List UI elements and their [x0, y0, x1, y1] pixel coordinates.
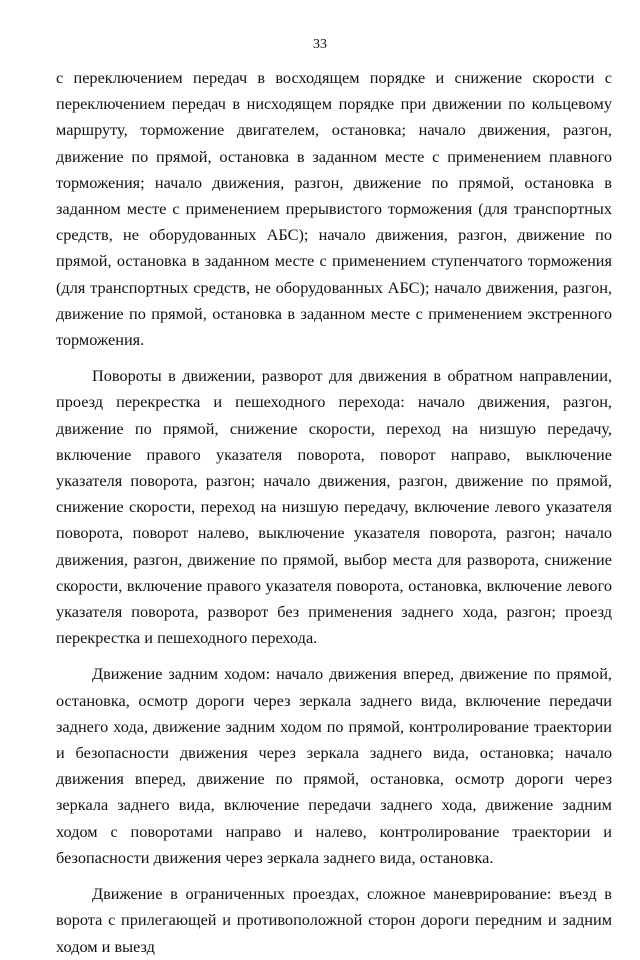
document-body: [56, 65, 612, 960]
paragraph-limited-passages: Движение в ограниченных проездах, сложное маневрирование: въезд в ворота с прилегающей и противоположной сторон дороги передним и задним ходом и выезд: [56, 884, 612, 956]
paragraph-reverse: Движение задним ходом: начало движения вперед, движение по прямой, остановка, осмотр дороги через зеркала заднего вида, включение передачи заднего хода, движение задним ходом по прямой, контролирование траектории и безопасности движения через зеркала заднего вида, остановка; начало движения вперед, движение по прямой, остановка, осмотр дороги через зеркала заднего вида, включение передачи заднего хода, движение задним ходом с поворотами направо и налево, контролирование траектории и безопасности движения через зеркала заднего вида, остановка.: [56, 664, 612, 867]
page-number: 33: [313, 37, 327, 52]
paragraph-turns: Повороты в движении, разворот для движения в обратном направлении, проезд перекрестка и пешеходного перехода: начало движения, разгон, движение по прямой, снижение скорости, переход на низшую передачу, включение правого указателя поворота, поворот направо, выключение указателя поворота, разгон; начало движения, разгон, движение по прямой, снижение скорости, переход на низшую передачу, включение левого указателя поворота, поворот налево, выключение указателя поворота, разгон; начало движения, разгон, движение по прямой, выбор места для разворота, снижение скорости, включение правого указателя поворота, остановка, включение левого указателя поворота, разворот без применения заднего хода, разгон; проезд перекрестка и пешеходного перехода.: [56, 366, 612, 648]
paragraph-continuation: с переключением передач в восходящем порядке и снижение скорости с переключением передач в нисходящем порядке при движении по кольцевому маршруту, торможение двигателем, остановка; начало движения, разгон, движение по прямой, остановка в заданном месте с применением плавного торможения; начало движения, разгон, движение по прямой, остановка в заданном месте с применением прерывистого торможения (для транспортных средств, не оборудованных АБС); начало движения, разгон, движение по прямой, остановка в заданном месте с применением ступенчатого торможения (для транспортных средств, не оборудованных АБС); начало движения, разгон, движение по прямой, остановка в заданном месте с применением экстренного торможения.: [56, 68, 612, 350]
